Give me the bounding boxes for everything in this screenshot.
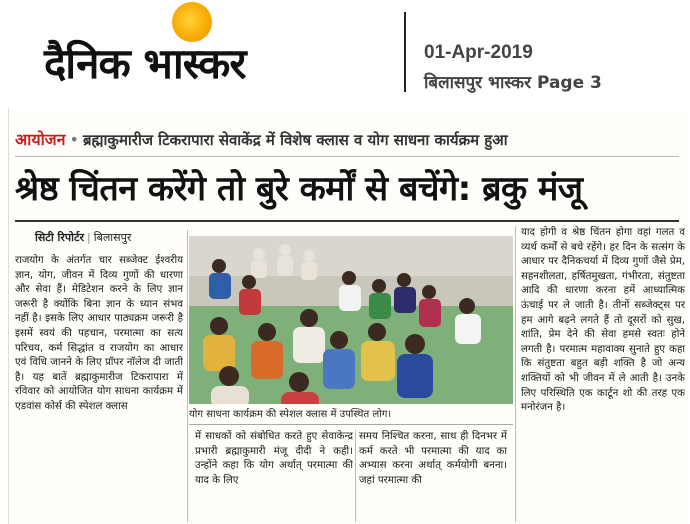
column-divider [187,230,188,522]
news-clipping [8,108,686,524]
newspaper-logo: दैनिक भास्कर [44,39,246,88]
kicker-line [15,128,685,154]
article-column-1: राजयोग के अंतर्गत चार सब्जेक्ट ईश्वरीय ज्ञान, योग, जीवन में दिव्य गुणों की धारणा और सेवा हैं। मेडिटेशन करने के लिए ज्ञान जरूरी है क्योंकि बिना ज्ञान के ध्यान संभव नहीं है। इसके लिए आधार पाठ्यक्रम जरूरी है इसमें स्वयं की पहचान, परमात्मा का सत्य परिचय, कर्म सिद्धांत व राजयोग का आधार एवं विधि जानने के लिए प्रॉपर नॉलेज दी जाती है। यह बातें ब्रह्माकुमारीज टिकरापारा में रविवार को आयोजित योग साधना कार्यक्रम में एडवांस कोर्स की स्पेशल क्लास [15,255,183,412]
photo-illustration [189,236,513,404]
headline: श्रेष्ठ चिंतन करेंगे तो बुरे कर्मों से बचेंगे: ब्रकु मंजू [15,169,583,209]
headline-rule [15,220,679,222]
column-divider [515,226,516,522]
column-divider [355,430,356,522]
byline-reporter: सिटी रिपोर्टर [35,231,84,244]
caption-rule [189,424,513,425]
kicker-tag: आयोजन [15,130,66,149]
masthead [0,0,690,104]
edition-date: 01-Apr-2019 [424,42,533,63]
photo-caption: योग साधना कार्यक्रम की स्पेशल क्लास में उपस्थित लोग। [189,409,392,420]
kicker-text: ब्रह्माकुमारीज टिकरापारा सेवाकेंद्र में विशेष क्लास व योग साधना कार्यक्रम हुआ [82,131,508,149]
kicker-rule [15,156,679,157]
article-column-4: याद होगी व श्रेष्ठ चिंतन होगा वहां गलत व व्यर्थ कर्मों से बचे रहेंगे। हर दिन के सत्संग के आधार पर दैनिकचर्या में दिव्य गुणों जैसे प्रेम, सहनशीलता, हर्षितमुखता, गंभीरता, संतुष्टता आदि की धारणा करना हमें आध्यात्मिक ऊंचाई पर ले जाती है। तीनों सब्जेक्ट्स पर हम आगे बढ़ने लगते हैं तो दूसरों को सुख, शांति, प्रेम देने की सेवा हमसे स्वतः होने लगती है। परमात्म महावाक्य सुनाते हुए कहा कि संतुष्टता बहुत बड़ी शक्ति है जो अन्य शक्तियों को भी जीवन में ले आती है। उनके लिए परिस्थिति एक कार्टून शो की तरह एक मनोरंजन है। [521,227,685,414]
kicker-bullet: • [69,130,79,149]
edition-page: बिलासपुर भास्कर Page 3 [424,73,602,93]
event-photo [189,236,513,404]
byline-separator: | [87,231,91,244]
article-column-3: समय निश्चित करना, साथ ही दिनभर में कर्म करते भी परमात्मा की याद का अभ्यास करना अर्थात् कर्मयोगी बनना। जहां परमात्मा की [359,431,507,486]
article-column-2: में साधकों को संबोधित करते हुए सेवाकेन्द्र प्रभारी ब्रह्माकुमारी मंजू दीदी ने कही। उन्होंने कहा कि योग अर्थात् परमात्मा की याद के लिए [195,431,353,486]
byline-place: बिलासपुर [93,231,132,244]
byline [35,230,185,248]
masthead-divider [404,12,406,92]
